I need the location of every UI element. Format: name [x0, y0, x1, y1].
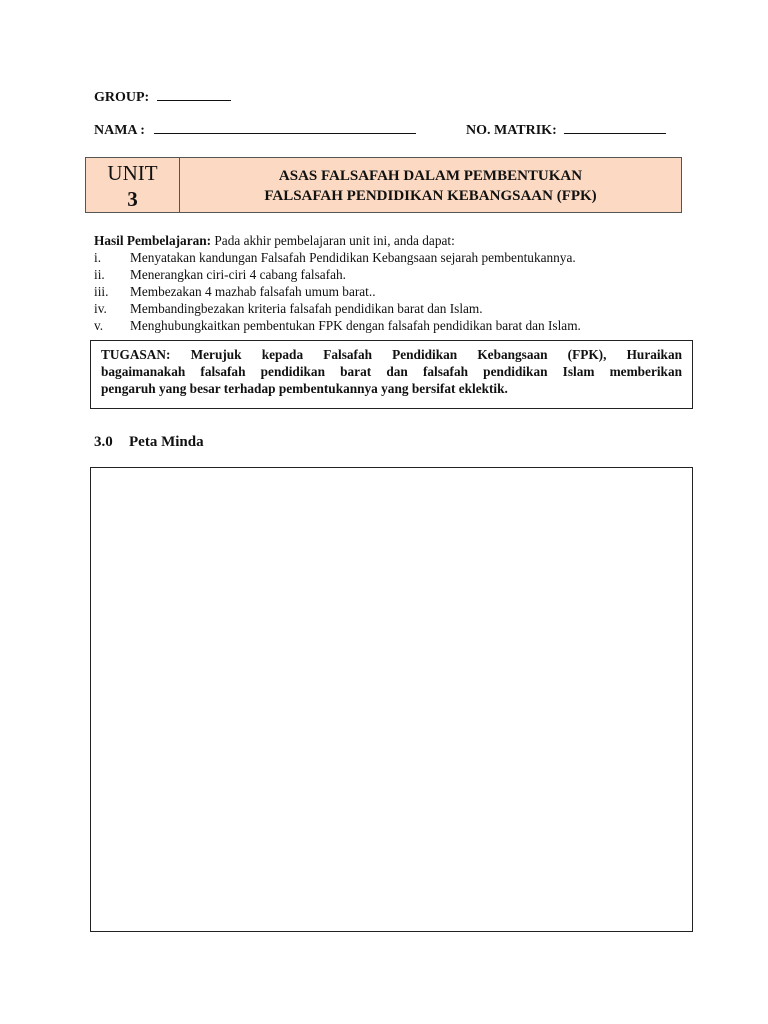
mind-map-answer-box[interactable] — [90, 467, 693, 932]
unit-label: UNIT — [107, 161, 158, 185]
task-line2: bagaimanakah falsafah pendidikan barat dan falsafah pendidikan Islam memberikan — [101, 364, 682, 379]
list-item-number: iv. — [94, 301, 107, 316]
list-item — [94, 266, 694, 283]
group-label: GROUP: — [94, 90, 150, 105]
group-blank-line[interactable] — [157, 88, 231, 101]
task-box — [90, 340, 693, 409]
learning-outcomes-heading-row — [94, 232, 694, 249]
learning-outcomes-intro: Pada akhir pembelajaran unit ini, anda dapat: — [214, 233, 455, 248]
nama-field — [94, 121, 416, 139]
list-item-text: Membandingbezakan kriteria falsafah pendidikan barat dan Islam. — [130, 301, 483, 316]
unit-number-cell — [86, 158, 180, 212]
task-line1: TUGASAN: Merujuk kepada Falsafah Pendidikan Kebangsaan (FPK), Huraikan — [101, 347, 682, 362]
section-number: 3.0 — [94, 434, 113, 450]
learning-outcomes — [94, 232, 694, 334]
matrik-label: NO. MATRIK: — [466, 123, 557, 138]
list-item — [94, 317, 694, 334]
task-line3: pengaruh yang besar terhadap pembentukannya yang bersifat eklektik. — [101, 381, 508, 396]
list-item — [94, 283, 694, 300]
section-heading — [94, 434, 204, 451]
list-item-text: Menerangkan ciri-ciri 4 cabang falsafah. — [130, 267, 346, 282]
unit-number: 3 — [127, 187, 138, 211]
section-title: Peta Minda — [129, 434, 204, 450]
list-item-number: i. — [94, 250, 102, 265]
group-field — [94, 88, 231, 106]
unit-title-cell — [180, 158, 681, 212]
matrik-blank-line[interactable] — [564, 121, 666, 134]
list-item-number: ii. — [94, 267, 105, 282]
list-item-text: Menyatakan kandungan Falsafah Pendidikan Kebangsaan sejarah pembentukannya. — [130, 250, 576, 265]
list-item-text: Menghubungkaitkan pembentukan FPK dengan falsafah pendidikan barat dan Islam. — [130, 318, 581, 333]
list-item-text: Membezakan 4 mazhab falsafah umum barat.. — [130, 284, 376, 299]
learning-outcomes-heading: Hasil Pembelajaran: — [94, 233, 212, 248]
list-item-number: iii. — [94, 284, 109, 299]
unit-header-box — [85, 157, 682, 213]
nama-blank-line[interactable] — [154, 121, 416, 134]
nama-label: NAMA : — [94, 123, 145, 138]
matrik-field — [466, 121, 666, 139]
list-item-number: v. — [94, 318, 104, 333]
list-item — [94, 249, 694, 266]
list-item — [94, 300, 694, 317]
unit-title-line2: FALSAFAH PENDIDIKAN KEBANGSAAN (FPK) — [264, 188, 597, 204]
unit-title-line1: ASAS FALSAFAH DALAM PEMBENTUKAN — [278, 168, 583, 184]
